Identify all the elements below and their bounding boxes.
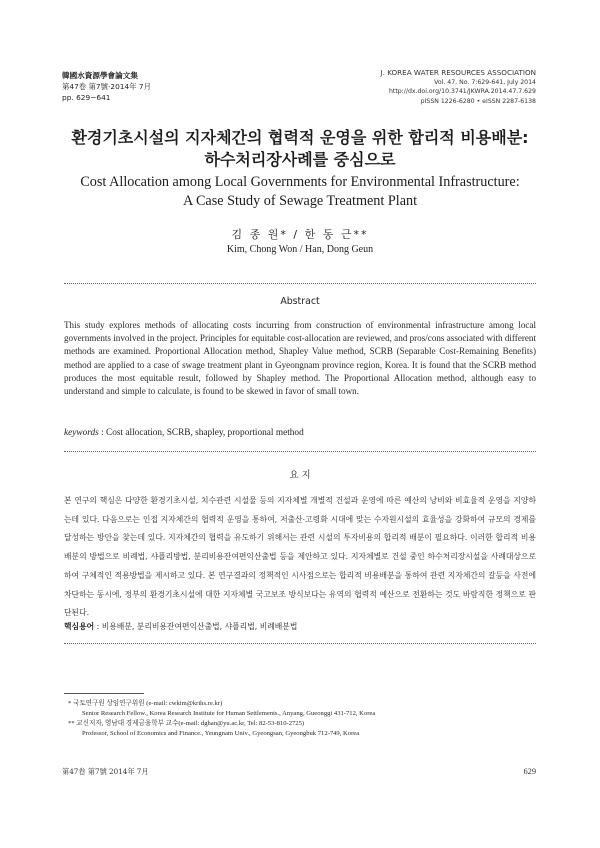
footnote-rule xyxy=(64,693,144,694)
footnote-2-affiliation: Professor, School of Economics and Finance., Yeungnam Univ., Gyeongsan, Gyeongbuk 712-749, Korea xyxy=(82,730,360,737)
footnotes xyxy=(68,699,538,739)
journal-doi: http://dx.doi.org/10.3741/JKWRA.2014.47.7.629 xyxy=(388,88,536,95)
divider-top xyxy=(64,283,536,284)
title-english xyxy=(0,173,600,211)
journal-header-left xyxy=(62,70,151,103)
journal-name-kr: 韓國水資源學會論文集 xyxy=(62,71,138,80)
title-korean xyxy=(0,127,600,171)
footer-issue: 第47卷 第7號 2014年 7月 xyxy=(62,767,149,776)
keywords-text: : Cost allocation, SCRB, shapley, proportional method xyxy=(98,428,304,438)
title-korean-line1: 환경기초시설의 지자체간의 협력적 운영을 위한 합리적 비용배분: xyxy=(71,128,529,147)
page-number: 629 xyxy=(523,767,536,776)
abstract-heading: Abstract xyxy=(280,296,320,307)
journal-header-right xyxy=(381,68,536,106)
summary-keywords xyxy=(64,621,536,632)
divider-bottom xyxy=(64,643,536,644)
journal-name-en: J. KOREA WATER RESOURCES ASSOCIATION xyxy=(380,68,536,77)
summary-heading: 요 지 xyxy=(289,470,311,481)
authors-english: Kim, Chong Won / Han, Dong Geun xyxy=(226,244,374,255)
journal-volume-en: Vol. 47, No. 7:629-641, July 2014 xyxy=(434,78,536,86)
title-english-line1: Cost Allocation among Local Governments for Environmental Infrastructure: xyxy=(80,174,520,190)
title-english-line2: A Case Study of Sewage Treatment Plant xyxy=(182,193,418,209)
summary-keywords-text: : 비용배분, 분리비용잔여편익산출법, 샤플리법, 비례배분법 xyxy=(94,622,298,631)
footnote-2: ** 교신저자, 영남대 경제금융학부 교수(e-mail: dghan@yu.ac.kr, Tel: 82-53-810-2725) xyxy=(68,720,305,727)
title-korean-line2: 하수처리장사례를 중심으로 xyxy=(204,150,396,169)
journal-volume-kr: 第47卷 第7號·2014年 7月 xyxy=(62,82,152,91)
abstract-text: This study explores methods of allocating costs incurring from construction of environmental infrastructure among local governments involved in the project. Principles for equitable cost-allocation are reviewed, and pros/cons associated with different methods are examined. Proportional Allocation method, Shapley Value method, SCRB (Separable Cost-Remaining Benefits) method are applied to a case of swage treatment plant in Gyeongnam province region, Korea. It is found that the SCRB method produces the most equitable result, followed by Shapley method. The Proportional Allocation method, although easy to understand and simple to calculate, is found to be skewed in favor of small town. xyxy=(64,320,536,397)
abstract-keywords xyxy=(64,428,536,438)
footnote-1-affiliation: Senior Research Fellow., Korea Research Institute for Human Settlements., Anyang, Gueonggi 431-712, Korea xyxy=(82,710,376,717)
summary-keywords-label: 핵심용어 xyxy=(64,622,95,631)
keywords-label: keywords xyxy=(64,428,99,438)
summary-text: 본 연구의 핵심은 다양한 환경기초시설, 치수관련 시설물 등의 지자체별 개별적 건설과 운영에 따른 예산의 낭비와 비효율적 운영을 지양하는데 있다. 다음으로는 인접 지자체간의 협력적 운영을 통하여, 저출산·고령화 시대에 맞는 수자원시설의 효율성을 강화하여 규모의 경제를 달성하는 방안을 찾는데 있다. 지자체간의 협력을 유도하기 위해서는 관련 시설의 투자비용의 합리적 배분이 필요하다. 이러한 합리적 비용배분의 방법으로 비례법, 샤플리방법, 분리비용잔여편익산출법 등을 제안하고 있다. 지자체별로 건설 중인 하수처리장시설을 사례대상으로 하여 구체적인 적용방법을 제시하고 있다. 본 연구결과의 정책적인 시사점으로는 합리적 비용배분을 통하여 관련 지자체간의 갈등을 사전에 차단하는 동시에, 정부의 환경기초시설에 대한 지자체별 국고보조 방식보다는 유역의 협력적 예산으로 전환하는 것도 바람직한 정책으로 판단된다. xyxy=(64,496,536,618)
authors-korean: 김 종 원* / 한 동 근** xyxy=(231,228,369,241)
journal-issn: pISSN 1226-6280 • eISSN 2287-6138 xyxy=(420,97,536,105)
divider-middle xyxy=(64,451,536,452)
journal-pages: pp. 629~641 xyxy=(62,93,111,102)
footnote-1: * 국토연구원 상임연구위원 (e-mail: cwkim@krihs.re.kr) xyxy=(68,700,223,707)
